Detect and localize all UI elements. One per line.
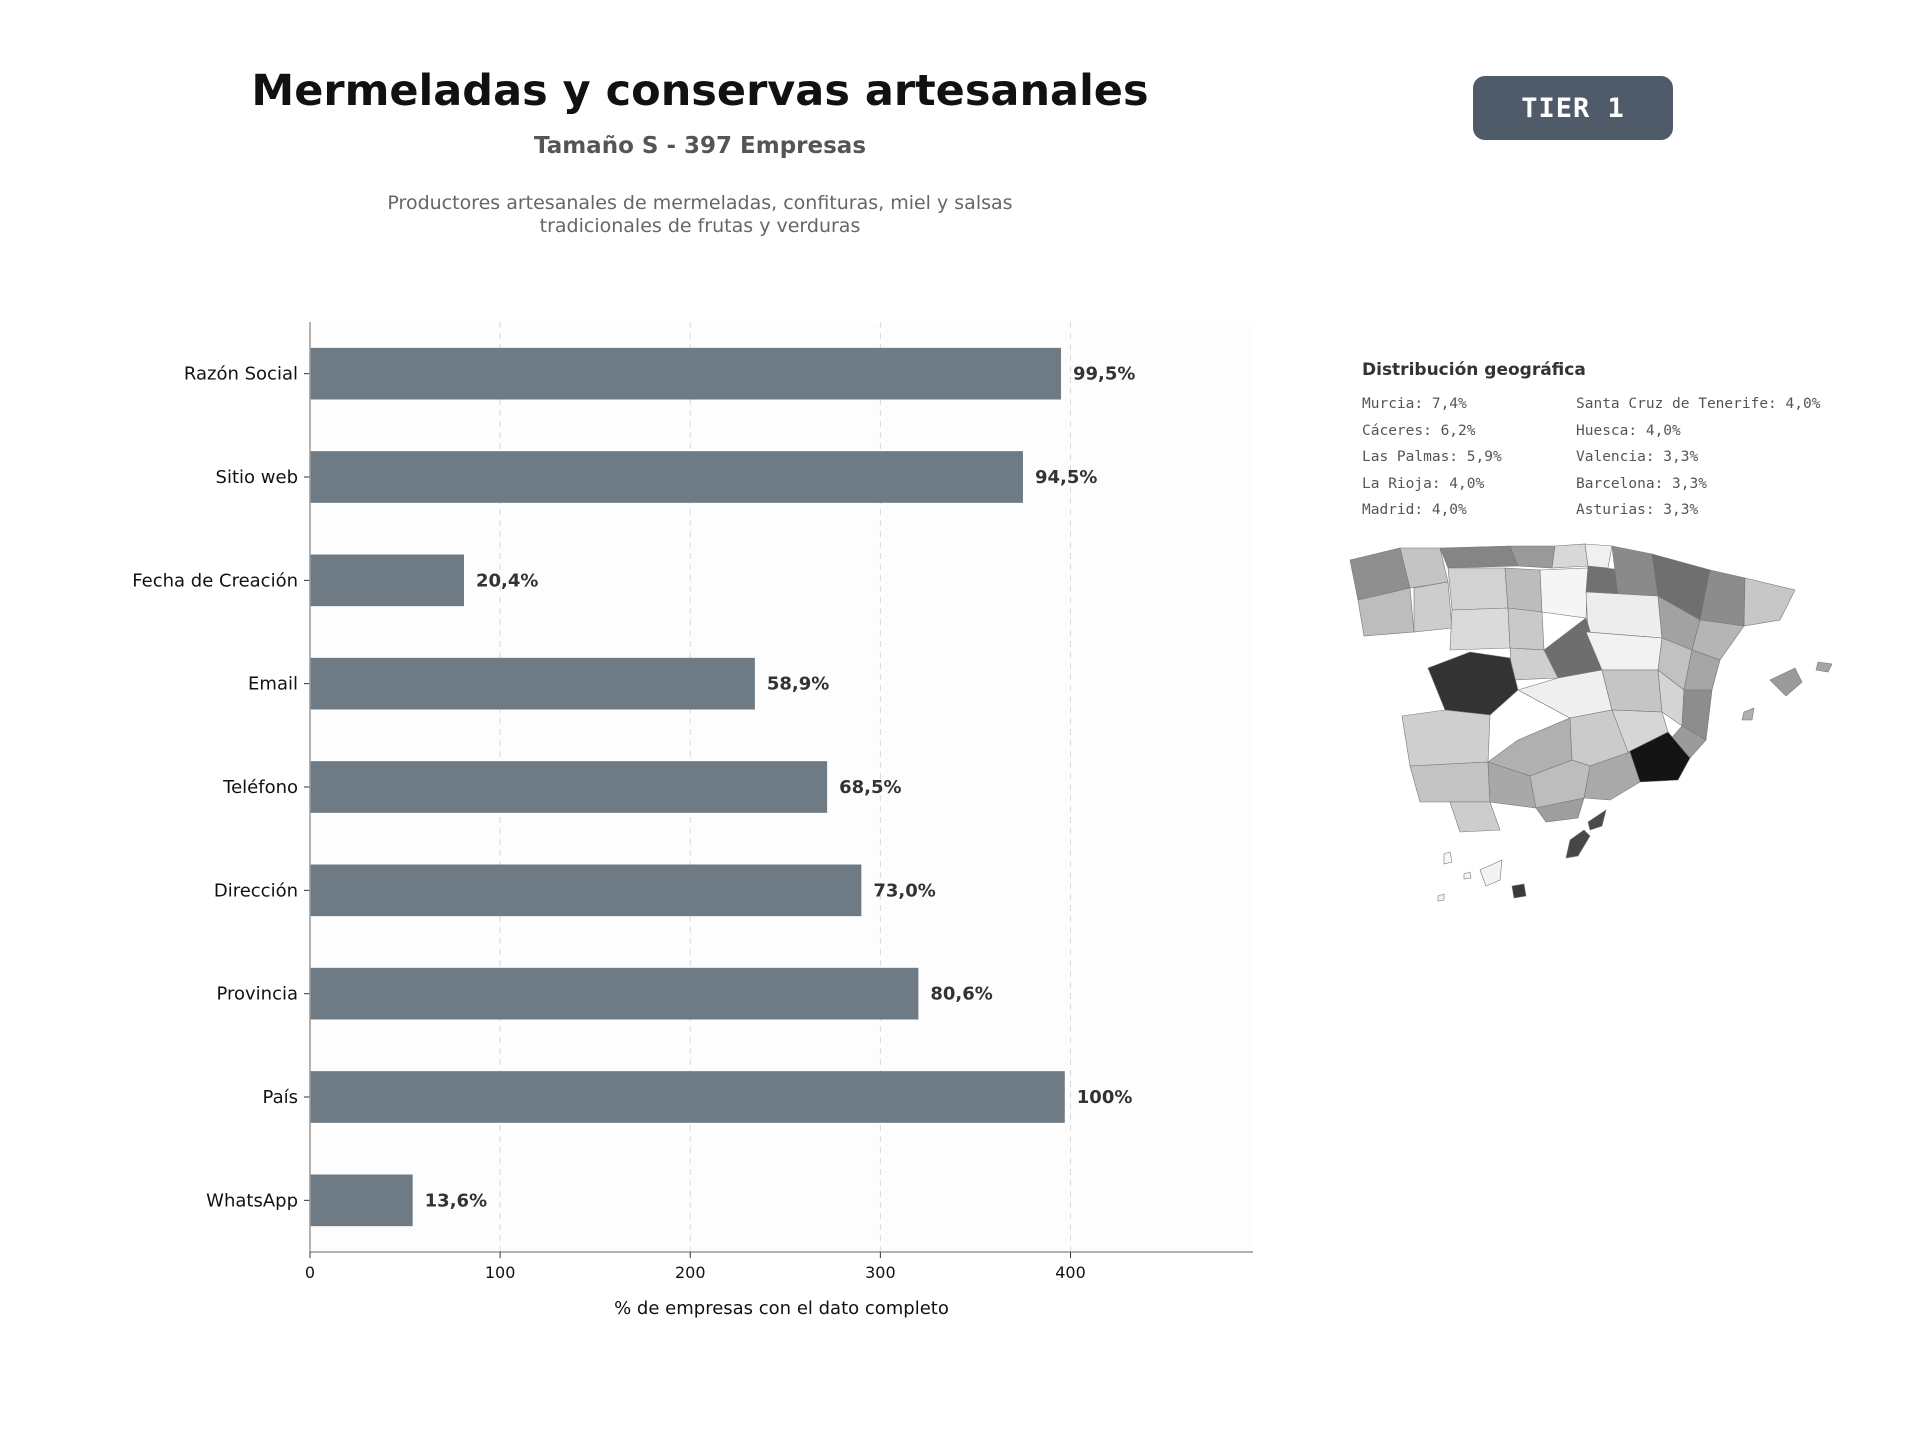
map-region [1770, 668, 1802, 696]
bar-value-label: 99,5% [1072, 363, 1136, 385]
map-region [1742, 708, 1754, 720]
map-region [1816, 662, 1832, 672]
category-label: WhatsApp [206, 1190, 298, 1212]
geo-item: Valencia: 3,3% [1576, 449, 1699, 465]
map-region [1505, 568, 1542, 612]
x-tick-label: 300 [865, 1263, 896, 1282]
x-axis-label: % de empresas con el dato completo [614, 1298, 949, 1319]
map-region [1450, 608, 1510, 650]
category-label: País [262, 1087, 298, 1108]
category-label: Teléfono [223, 777, 298, 798]
map-region [1480, 860, 1502, 886]
geo-item: Asturias: 3,3% [1576, 502, 1699, 518]
geo-item: Barcelona: 3,3% [1576, 475, 1707, 492]
bar [310, 451, 1023, 503]
map-region [1450, 802, 1500, 832]
page-description: Productores artesanales de mermeladas, confituras, miel y salsas tradicionales de frutas y verduras [387, 192, 1013, 237]
map-region [1586, 592, 1662, 638]
map-region [1585, 544, 1612, 568]
map-region [1440, 546, 1518, 568]
map-region [1414, 582, 1452, 632]
category-label: Fecha de Creación [132, 570, 298, 592]
category-label: Sitio web [215, 467, 298, 488]
category-label: Razón Social [183, 363, 298, 385]
page-subtitle: Tamaño S - 397 Empresas [533, 133, 867, 159]
geo-item: Huesca: 4,0% [1576, 422, 1681, 439]
map-region [1512, 884, 1526, 898]
bar-value-label: 20,4% [475, 570, 539, 592]
bar-value-label: 94,5% [1034, 467, 1098, 488]
map-region [1540, 568, 1588, 618]
geo-item: La Rioja: 4,0% [1362, 475, 1485, 492]
bar [310, 658, 755, 710]
map-region [1612, 546, 1658, 596]
geo-item: Las Palmas: 5,9% [1362, 449, 1502, 465]
map-region [1464, 872, 1471, 879]
map-region [1602, 670, 1662, 712]
geo-item: Cáceres: 6,2% [1362, 422, 1476, 439]
spain-province-map [1340, 540, 1860, 920]
bar [310, 555, 464, 607]
bar [310, 1175, 413, 1227]
map-region [1552, 544, 1588, 568]
bar-value-label: 68,5% [839, 777, 902, 798]
geo-item: Madrid: 4,0% [1362, 502, 1467, 518]
geo-list [1362, 394, 1882, 522]
map-region [1410, 762, 1490, 802]
bar-value-label: 100% [1076, 1087, 1133, 1108]
geo-distribution-panel [1362, 360, 1882, 522]
map-region [1744, 578, 1795, 626]
bar-value-label: 73,0% [873, 880, 936, 902]
category-label: Dirección [213, 880, 298, 902]
map-region [1428, 652, 1518, 715]
x-tick-label: 100 [484, 1263, 516, 1282]
map-region [1438, 894, 1444, 901]
map-region [1444, 852, 1452, 864]
geo-title: Distribución geográfica [1362, 360, 1586, 380]
map-region [1402, 710, 1490, 766]
x-tick-label: 400 [1055, 1263, 1086, 1282]
tier-badge: TIER 1 [1473, 76, 1673, 140]
bar [310, 865, 861, 917]
map-region [1448, 568, 1508, 610]
category-label: Email [248, 673, 298, 695]
x-tick-label: 0 [304, 1263, 316, 1282]
category-label: Provincia [216, 983, 298, 1005]
geo-item: Murcia: 7,4% [1362, 396, 1467, 412]
bar [310, 968, 918, 1020]
bar-value-label: 80,6% [930, 983, 993, 1005]
geo-item: Santa Cruz de Tenerife: 4,0% [1576, 396, 1821, 412]
bar-value-label: 13,6% [424, 1190, 488, 1212]
map-region [1566, 830, 1590, 858]
x-tick-label: 200 [674, 1263, 706, 1282]
bar-value-label: 58,9% [766, 673, 830, 695]
bar [310, 761, 827, 813]
bar [310, 348, 1061, 400]
map-region [1508, 608, 1544, 650]
page-title: Mermeladas y conservas artesanales [251, 66, 1149, 116]
map-region [1588, 810, 1606, 830]
bar [310, 1071, 1065, 1123]
